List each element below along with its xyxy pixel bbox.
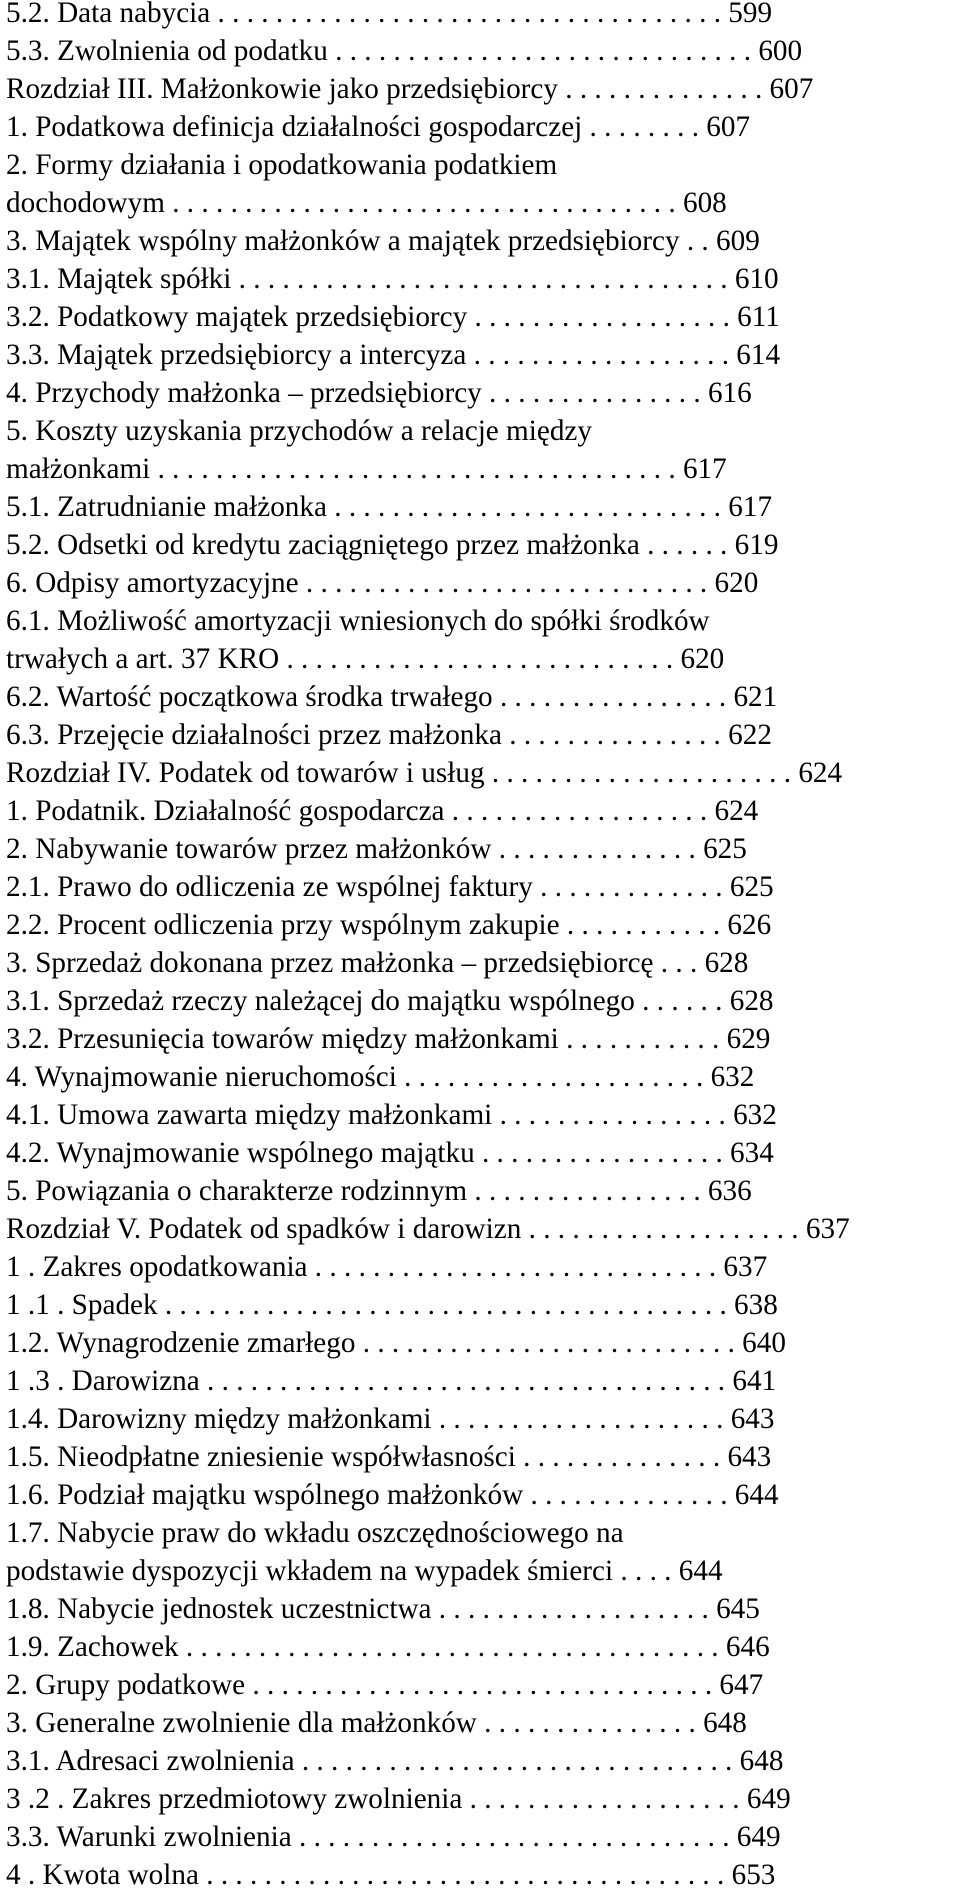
toc-line: 1.6. Podział majątku wspólnego małżonków . . . . . . . . . . . . . . 644 [6,1479,779,1511]
toc-line: 6.2. Wartość początkowa środka trwałego . . . . . . . . . . . . . . . . 621 [6,681,778,713]
toc-line: 3.3. Majątek przedsiębiorcy a intercyza . . . . . . . . . . . . . . . . . . 614 [6,339,781,371]
toc-line: 3.2. Przesunięcia towarów między małżonkami . . . . . . . . . . . 629 [6,1023,771,1055]
toc-line: dochodowym . . . . . . . . . . . . . . . . . . . . . . . . . . . . . . . . . . . 608 [6,187,727,219]
toc-line: 1 . Zakres opodatkowania . . . . . . . . . . . . . . . . . . . . . . . . . . . . 637 [6,1251,768,1283]
toc-line: 2. Nabywanie towarów przez małżonków . . . . . . . . . . . . . . 625 [6,833,747,865]
toc-line: 1. Podatkowa definicja działalności gospodarczej . . . . . . . . 607 [6,111,751,143]
toc-line: podstawie dyspozycji wkładem na wypadek śmierci . . . . 644 [6,1555,723,1587]
toc-line: 2. Formy działania i opodatkowania podatkiem [6,149,558,181]
toc-line: 2.1. Prawo do odliczenia ze wspólnej faktury . . . . . . . . . . . . . 625 [6,871,774,903]
toc-line: 1. Podatnik. Działalność gospodarcza . . . . . . . . . . . . . . . . . . 624 [6,795,759,827]
toc-line: 5. Powiązania o charakterze rodzinnym . . . . . . . . . . . . . . . . 636 [6,1175,752,1207]
toc-line: 3. Sprzedaż dokonana przez małżonka – przedsiębiorcę . . . 628 [6,947,749,979]
toc-line: 3.1. Sprzedaż rzeczy należącej do majątku wspólnego . . . . . . 628 [6,985,774,1017]
toc-line: 4. Wynajmowanie nieruchomości . . . . . . . . . . . . . . . . . . . . . 632 [6,1061,755,1093]
toc-line: 5. Koszty uzyskania przychodów a relacje między [6,415,592,447]
toc-line: 6. Odpisy amortyzacyjne . . . . . . . . . . . . . . . . . . . . . . . . . . . . 620 [6,567,759,599]
toc-line: 3.1. Majątek spółki . . . . . . . . . . . . . . . . . . . . . . . . . . . . . . . . . . 610 [6,263,779,295]
toc-line: 4. Przychody małżonka – przedsiębiorcy . . . . . . . . . . . . . . . 616 [6,377,752,409]
toc-line: 3.1. Adresaci zwolnienia . . . . . . . . . . . . . . . . . . . . . . . . . . . . . . 648 [6,1745,784,1777]
toc-line: 3 .2 . Zakres przedmiotowy zwolnienia . . . . . . . . . . . . . . . . . . . 649 [6,1783,791,1815]
toc-line: 1.9. Zachowek . . . . . . . . . . . . . . . . . . . . . . . . . . . . . . . . . . . . . 646 [6,1631,770,1663]
toc-line: 4.1. Umowa zawarta między małżonkami . . . . . . . . . . . . . . . . 632 [6,1099,777,1131]
toc-line: 3. Majątek wspólny małżonków a majątek przedsiębiorcy . . 609 [6,225,760,257]
toc-line: 5.2. Data nabycia . . . . . . . . . . . . . . . . . . . . . . . . . . . . . . . . . . . 599 [6,0,773,29]
toc-line: 1.4. Darowizny między małżonkami . . . . . . . . . . . . . . . . . . . . 643 [6,1403,775,1435]
toc-line: 5.1. Zatrudnianie małżonka . . . . . . . . . . . . . . . . . . . . . . . . . . . 617 [6,491,773,523]
toc-line: trwałych a art. 37 KRO . . . . . . . . . . . . . . . . . . . . . . . . . . . 620 [6,643,725,675]
toc-line: 1.2. Wynagrodzenie zmarłego . . . . . . . . . . . . . . . . . . . . . . . . . . 640 [6,1327,786,1359]
toc-line: 4.2. Wynajmowanie wspólnego majątku . . . . . . . . . . . . . . . . . 634 [6,1137,774,1169]
table-of-contents [6,0,956,1894]
toc-line: małżonkami . . . . . . . . . . . . . . . . . . . . . . . . . . . . . . . . . . . . 617 [6,453,727,485]
toc-line: 5.2. Odsetki od kredytu zaciągniętego przez małżonka . . . . . . 619 [6,529,779,561]
toc-line: 2. Grupy podatkowe . . . . . . . . . . . . . . . . . . . . . . . . . . . . . . . . 647 [6,1669,764,1701]
toc-line: 6.1. Możliwość amortyzacji wniesionych do spółki środków [6,605,710,637]
toc-line: 3. Generalne zwolnienie dla małżonków . . . . . . . . . . . . . . . 648 [6,1707,747,1739]
toc-line: 6.3. Przejęcie działalności przez małżonka . . . . . . . . . . . . . . . 622 [6,719,772,751]
toc-line: 5.3. Zwolnienia od podatku . . . . . . . . . . . . . . . . . . . . . . . . . . . . . 600 [6,35,803,67]
toc-line: 4 . Kwota wolna . . . . . . . . . . . . . . . . . . . . . . . . . . . . . . . . . . . . 653 [6,1859,776,1891]
toc-line: 1 .1 . Spadek . . . . . . . . . . . . . . . . . . . . . . . . . . . . . . . . . . . . . . . 638 [6,1289,778,1321]
toc-line: 1.7. Nabycie praw do wkładu oszczędnościowego na [6,1517,624,1549]
toc-line: 2.2. Procent odliczenia przy wspólnym zakupie . . . . . . . . . . . 626 [6,909,772,941]
toc-line: 1.8. Nabycie jednostek uczestnictwa . . . . . . . . . . . . . . . . . . . 645 [6,1593,760,1625]
toc-line: Rozdział V. Podatek od spadków i darowizn . . . . . . . . . . . . . . . . . . . 637 [6,1213,850,1245]
toc-line: Rozdział III. Małżonkowie jako przedsiębiorcy . . . . . . . . . . . . . . 607 [6,73,814,105]
toc-line: 1 .3 . Darowizna . . . . . . . . . . . . . . . . . . . . . . . . . . . . . . . . . . . . 641 [6,1365,777,1397]
toc-line: 1.5. Nieodpłatne zniesienie współwłasności . . . . . . . . . . . . . . 643 [6,1441,772,1473]
toc-line: Rozdział IV. Podatek od towarów i usług . . . . . . . . . . . . . . . . . . . . . 624 [6,757,843,789]
toc-line: 3.2. Podatkowy majątek przedsiębiorcy . . . . . . . . . . . . . . . . . . 611 [6,301,780,333]
toc-line: 3.3. Warunki zwolnienia . . . . . . . . . . . . . . . . . . . . . . . . . . . . . . 649 [6,1821,781,1853]
